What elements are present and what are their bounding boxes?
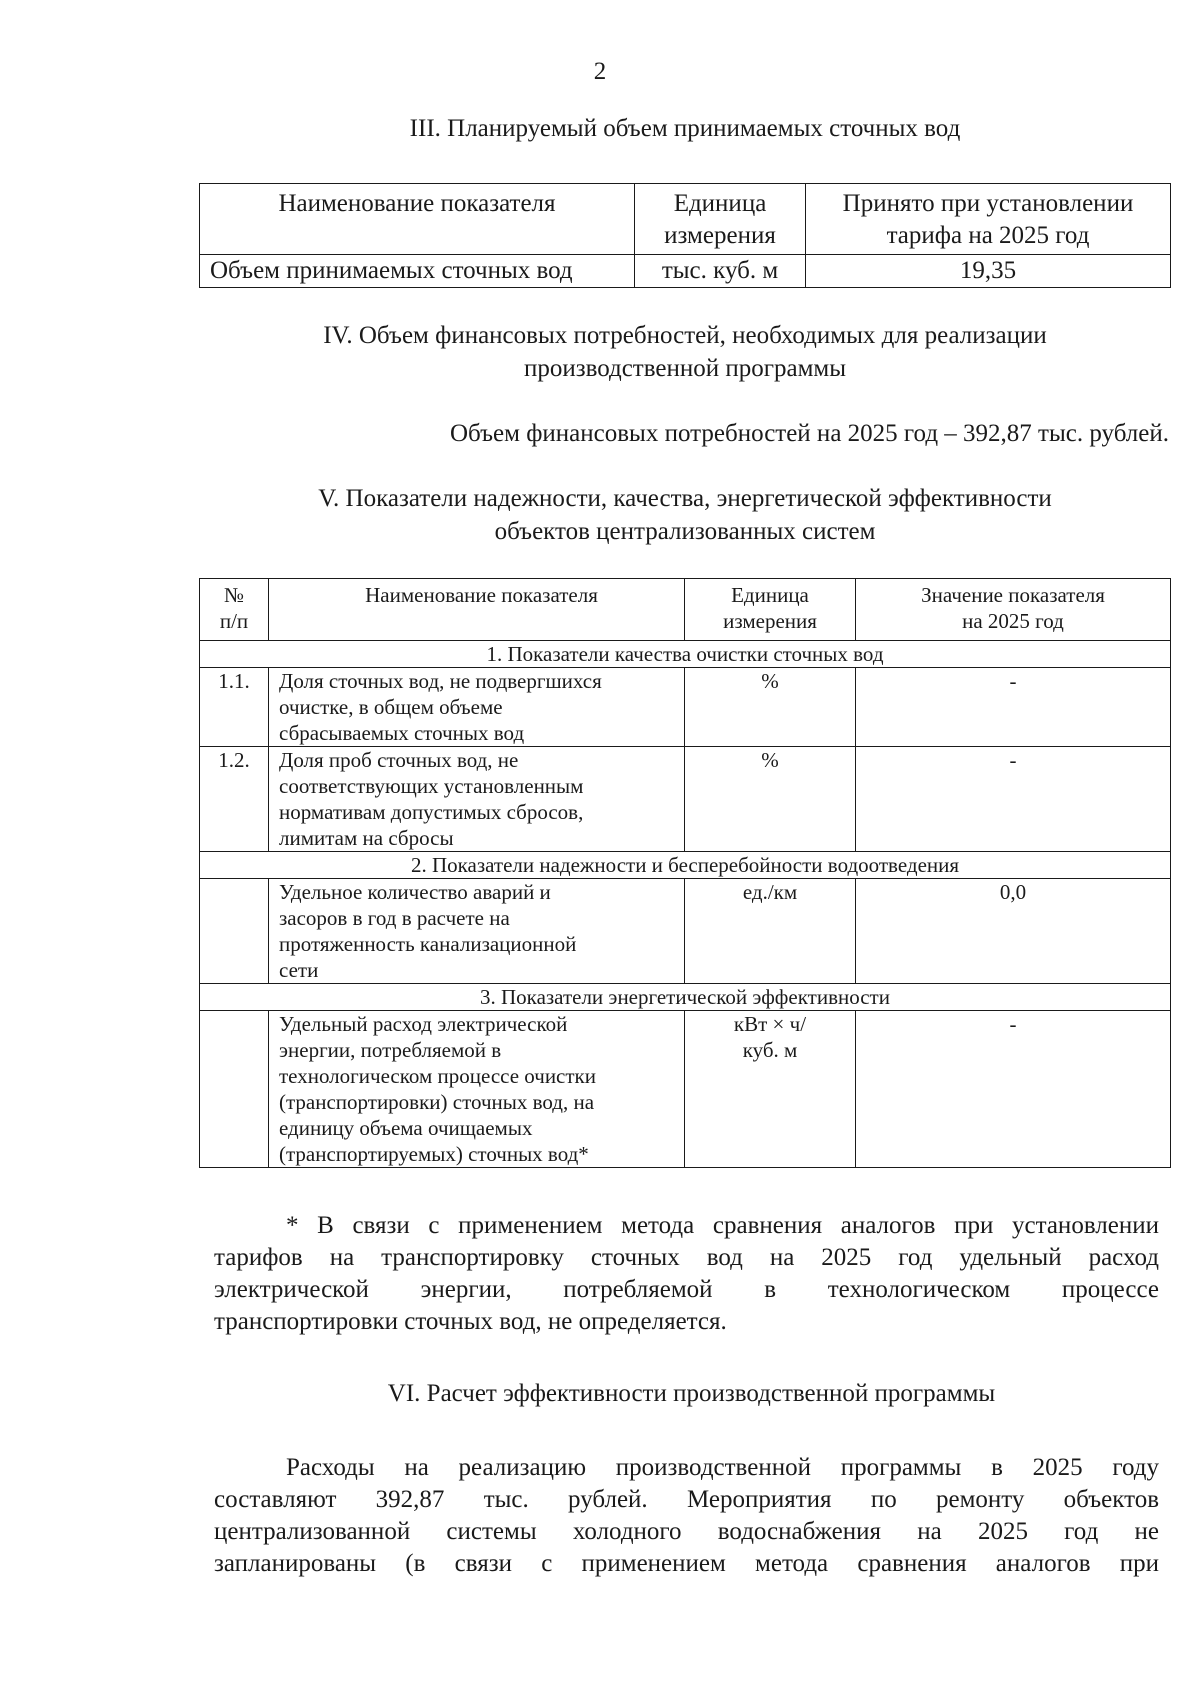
title-line: V. Показатели надежности, качества, энергетической эффективности bbox=[318, 485, 1052, 512]
header-value bbox=[856, 579, 1171, 641]
header-text: п/п bbox=[219, 609, 249, 633]
header-text: Единица bbox=[673, 190, 767, 217]
cell-value: 0,0 bbox=[856, 879, 1171, 984]
table-row bbox=[200, 879, 1171, 984]
name-line: соответствующих установленным bbox=[279, 774, 584, 798]
page-number: 2 bbox=[593, 58, 607, 85]
section-4-title bbox=[200, 319, 1170, 385]
volume-table bbox=[199, 183, 1171, 288]
cell-name bbox=[269, 747, 685, 852]
name-line: нормативам допустимых сбросов, bbox=[279, 800, 584, 824]
header-text: тарифа на 2025 год bbox=[886, 222, 1090, 249]
title-line: объектов централизованных систем bbox=[494, 518, 876, 545]
group-header-row bbox=[200, 852, 1171, 879]
name-line: единицу объема очищаемых bbox=[279, 1116, 533, 1140]
title-line: IV. Объем финансовых потребностей, необходимых для реализации bbox=[323, 322, 1047, 349]
cell-number: 1.2. bbox=[200, 747, 269, 852]
cell-unit: % bbox=[685, 747, 856, 852]
name-line: сбрасываемых сточных вод bbox=[279, 721, 525, 745]
unit-line: кВт × ч/ bbox=[733, 1012, 807, 1036]
group-title: 1. Показатели качества очистки сточных вод bbox=[200, 641, 1171, 668]
section-6-title: VI. Расчет эффективности производственной программы bbox=[387, 1380, 996, 1407]
table-row bbox=[200, 668, 1171, 747]
name-line: лимитам на сбросы bbox=[279, 826, 454, 850]
name-line: Доля сточных вод, не подвергшихся bbox=[279, 669, 602, 693]
title-line: производственной программы bbox=[523, 355, 847, 382]
cell-name bbox=[269, 668, 685, 747]
name-line: очистке, в общем объеме bbox=[279, 695, 503, 719]
name-line: сети bbox=[279, 958, 319, 982]
header-text: Значение показателя bbox=[921, 583, 1105, 607]
cell-number bbox=[200, 879, 269, 984]
header-text: измерения bbox=[723, 609, 817, 633]
table-header-row bbox=[200, 579, 1171, 641]
header-text: измерения bbox=[664, 222, 776, 249]
group-title: 3. Показатели энергетической эффективности bbox=[200, 984, 1171, 1011]
cell-unit: % bbox=[685, 668, 856, 747]
header-text: Принято при установлении bbox=[842, 190, 1134, 217]
name-line: Удельное количество аварий и bbox=[279, 880, 551, 904]
text-line: составляют 392,87 тыс. рублей. Мероприятия по ремонту объектов bbox=[214, 1486, 1159, 1513]
header-number bbox=[200, 579, 269, 641]
cell-unit bbox=[685, 1011, 856, 1168]
header-indicator-name: Наименование показателя bbox=[269, 579, 685, 641]
name-line: засоров в год в расчете на bbox=[279, 906, 510, 930]
cell-value: - bbox=[856, 1011, 1171, 1168]
group-header-row bbox=[200, 984, 1171, 1011]
table-row bbox=[200, 255, 1171, 288]
cell-name: Объем принимаемых сточных вод bbox=[200, 255, 635, 288]
indicators-table bbox=[199, 578, 1171, 1168]
name-line: энергии, потребляемой в bbox=[279, 1038, 502, 1062]
header-text: № bbox=[223, 583, 245, 607]
name-line: технологическом процессе очистки bbox=[279, 1064, 596, 1088]
cell-value: - bbox=[856, 747, 1171, 852]
section-5-title bbox=[200, 482, 1170, 548]
name-line: Удельный расход электрической bbox=[279, 1012, 568, 1036]
cell-number bbox=[200, 1011, 269, 1168]
cell-number: 1.1. bbox=[200, 668, 269, 747]
text-line: Расходы на реализацию производственной программы в 2025 году bbox=[286, 1454, 1159, 1481]
name-line: (транспортировки) сточных вод, на bbox=[279, 1090, 595, 1114]
header-text: на 2025 год bbox=[962, 609, 1064, 633]
header-accepted-value bbox=[806, 184, 1171, 255]
footnote-line: транспортировки сточных вод, не определяется. bbox=[214, 1308, 727, 1335]
cell-value: - bbox=[856, 668, 1171, 747]
cell-value: 19,35 bbox=[806, 255, 1171, 288]
group-header-row bbox=[200, 641, 1171, 668]
cell-name bbox=[269, 879, 685, 984]
header-text: Единица bbox=[731, 583, 809, 607]
unit-line: куб. м bbox=[742, 1038, 798, 1062]
name-line: протяженность канализационной bbox=[279, 932, 577, 956]
section-6-text bbox=[214, 1452, 1159, 1580]
cell-unit: ед./км bbox=[685, 879, 856, 984]
table-row bbox=[200, 747, 1171, 852]
financial-needs-text: Объем финансовых потребностей на 2025 год – 392,87 тыс. рублей. bbox=[449, 420, 1169, 447]
table-header-row bbox=[200, 184, 1171, 255]
section-3-title: III. Планируемый объем принимаемых сточных вод bbox=[409, 115, 961, 142]
header-unit bbox=[635, 184, 806, 255]
group-title: 2. Показатели надежности и бесперебойности водоотведения bbox=[200, 852, 1171, 879]
footnote bbox=[214, 1210, 1159, 1338]
cell-name bbox=[269, 1011, 685, 1168]
header-unit bbox=[685, 579, 856, 641]
name-line: Доля проб сточных вод, не bbox=[279, 748, 519, 772]
footnote-line: электрической энергии, потребляемой в технологическом процессе bbox=[214, 1276, 1159, 1303]
text-line: запланированы (в связи с применением метода сравнения аналогов при bbox=[214, 1550, 1159, 1577]
footnote-line: * В связи с применением метода сравнения аналогов при установлении bbox=[286, 1212, 1159, 1239]
cell-unit: тыс. куб. м bbox=[635, 255, 806, 288]
footnote-line: тарифов на транспортировку сточных вод на 2025 год удельный расход bbox=[214, 1244, 1159, 1271]
name-line: (транспортируемых) сточных вод* bbox=[279, 1142, 589, 1166]
header-text: Наименование показателя bbox=[278, 190, 556, 217]
header-indicator-name bbox=[200, 184, 635, 255]
text-line: централизованной системы холодного водоснабжения на 2025 год не bbox=[214, 1518, 1159, 1545]
table-row bbox=[200, 1011, 1171, 1168]
